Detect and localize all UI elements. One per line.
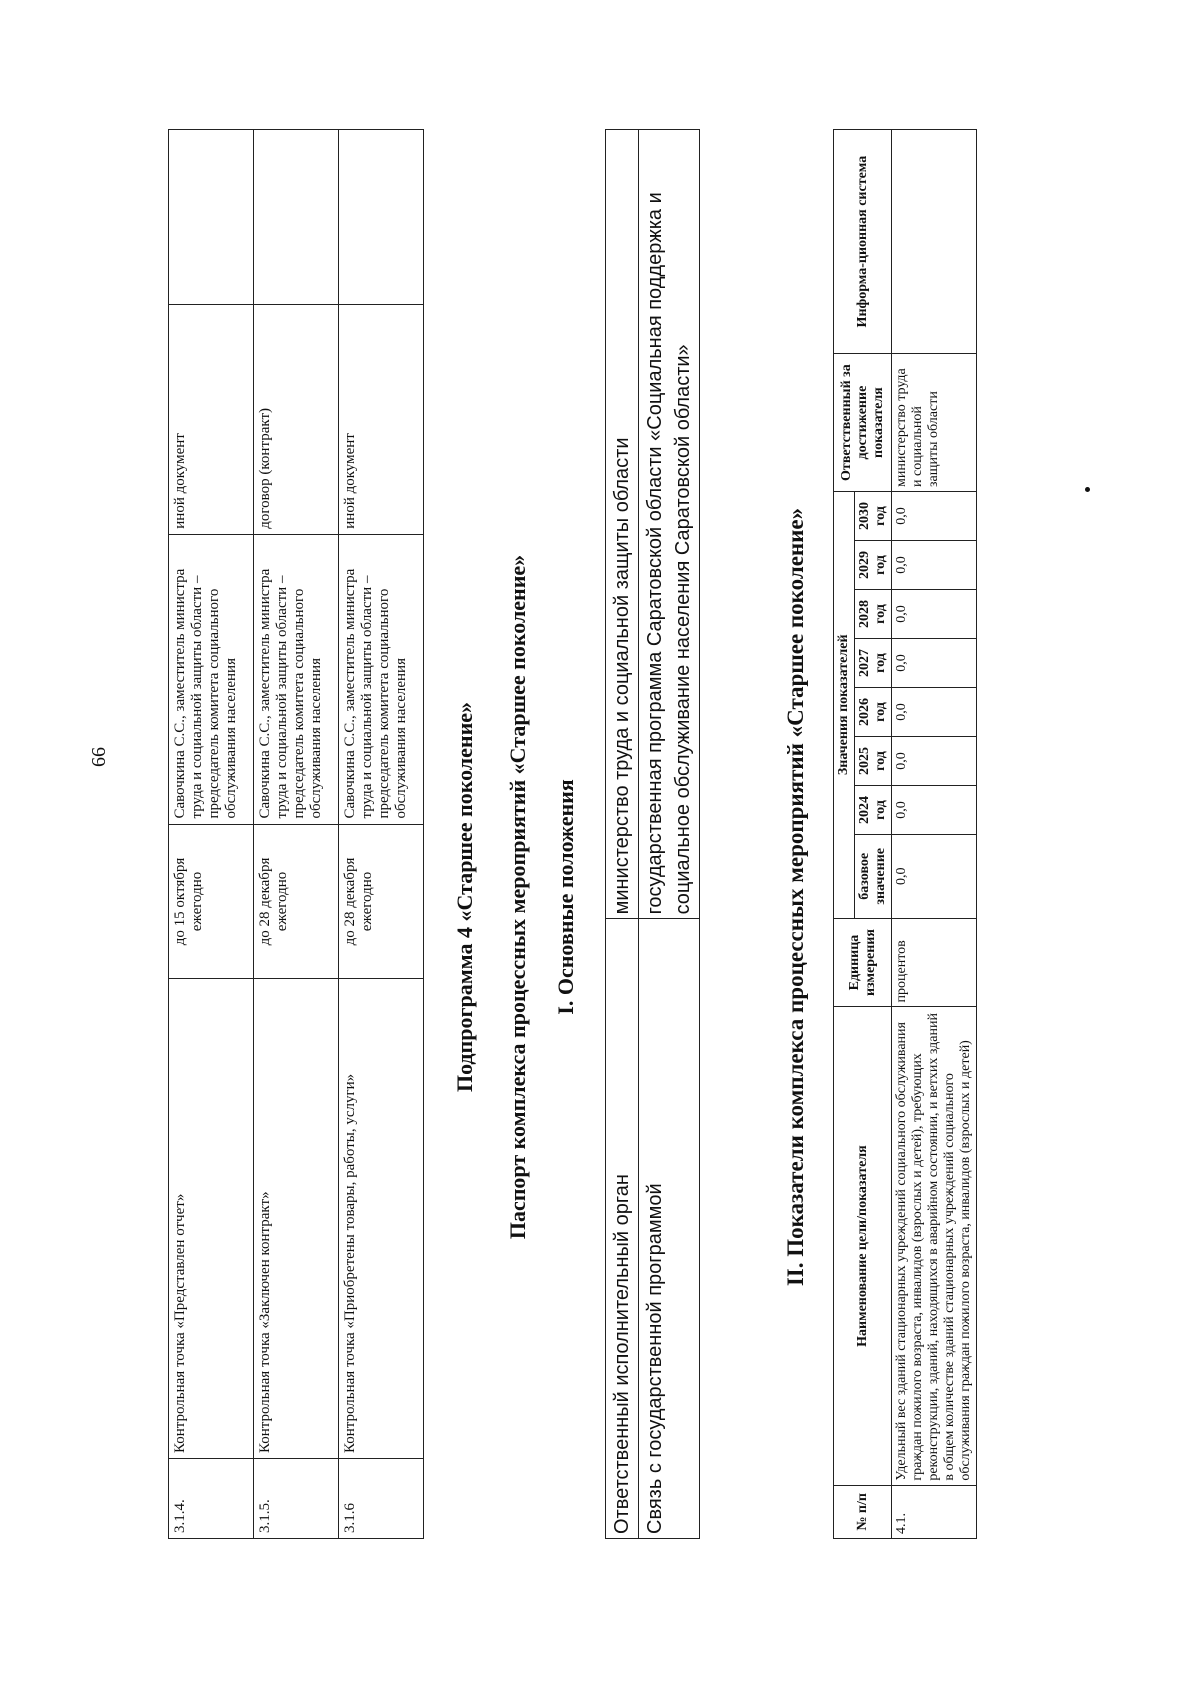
table-row: [606, 130, 639, 1539]
indicator-responsible: министерство труда и социальной защиты области: [892, 354, 977, 492]
table-row: [169, 130, 254, 1539]
col-year: 2030 год: [855, 492, 892, 541]
deadline: до 28 декабря ежегодно: [254, 824, 339, 979]
basics-label: Связь с государственной программой: [639, 919, 700, 1539]
deadline: до 15 октября ежегодно: [169, 824, 254, 979]
col-unit: Единица измерения: [834, 918, 892, 1007]
page-number: 66: [88, 747, 110, 767]
indicator-name: Удельный вес зданий стационарных учреждений социального обслуживания граждан пожилого возраста, инвалидов (взрослых и детей), требующих реконструкции, зданий, находящихся в аварийном состоянии, и ветхих зданий в общем количестве зданий стационарных учреждений социального обслуживания граждан пожилого возраста, инвалидов (взрослых и детей): [892, 1007, 977, 1485]
col-year: 2029 год: [855, 541, 892, 590]
col-name: Наименование цели/показателя: [834, 1007, 892, 1485]
indicator-value: 0,0: [892, 639, 977, 688]
indicators-table: [833, 129, 977, 1539]
col-values-group: Значения показателей: [834, 492, 855, 919]
section1-heading: I. Основные положения: [553, 779, 578, 1015]
indicator-value: 0,0: [892, 541, 977, 590]
extra-cell: [169, 130, 254, 305]
indicator-unit: процентов: [892, 918, 977, 1007]
responsible-person: Савочкина С.С., заместитель министра труда и социальной защиты области – председатель комитета социального обслуживания населения: [169, 534, 254, 824]
document-type: иной документ: [339, 304, 424, 534]
control-points-table: [168, 129, 424, 1539]
control-point-text: Контрольная точка «Заключен контракт»: [254, 979, 339, 1459]
document-type: договор (контракт): [254, 304, 339, 534]
indicator-value: 0,0: [892, 590, 977, 639]
indicator-system: [892, 130, 977, 354]
indicator-value: 0,0: [892, 786, 977, 835]
basics-value: государственная программа Саратовской области «Социальная поддержка и социальное обслуживание населения Саратовской области»: [639, 130, 700, 919]
extra-cell: [254, 130, 339, 305]
col-year: 2027 год: [855, 639, 892, 688]
header-row: [834, 130, 855, 1539]
col-num: № п/п: [834, 1485, 892, 1538]
section2-heading: II. Показатели комплекса процессных мероприятий «Старшее поколение»: [783, 507, 808, 1287]
deadline: до 28 декабря ежегодно: [339, 824, 424, 979]
basics-value: министерство труда и социальной защиты области: [606, 130, 639, 919]
indicator-value: 0,0: [892, 492, 977, 541]
col-base: базовое значение: [855, 835, 892, 919]
subprogram-heading: Подпрограмма 4 «Старшее поколение»: [452, 701, 477, 1093]
indicator-number: 4.1.: [892, 1485, 977, 1538]
responsible-person: Савочкина С.С., заместитель министра труда и социальной защиты области – председатель комитета социального обслуживания населения: [254, 534, 339, 824]
col-system: Информа-ционная система: [834, 130, 892, 354]
col-year: 2028 год: [855, 590, 892, 639]
col-responsible: Ответственный за достижение показателя: [834, 354, 892, 492]
col-year: 2026 год: [855, 688, 892, 737]
indicator-base: 0,0: [892, 835, 977, 919]
scan-speck: [1085, 487, 1090, 492]
col-year: 2024 год: [855, 786, 892, 835]
indicator-value: 0,0: [892, 688, 977, 737]
table-row: [339, 130, 424, 1539]
row-number: 3.1.4.: [169, 1459, 254, 1539]
basics-table: [605, 129, 700, 1539]
row-number: 3.1.5.: [254, 1459, 339, 1539]
basics-label: Ответственный исполнительный орган: [606, 919, 639, 1539]
passport-heading: Паспорт комплекса процессных мероприятий «Старшее поколение»: [505, 554, 530, 1240]
table-row: [892, 130, 977, 1539]
indicator-value: 0,0: [892, 737, 977, 786]
document-type: иной документ: [169, 304, 254, 534]
rotated-content: [0, 97, 1100, 1697]
table-row: [639, 130, 700, 1539]
responsible-person: Савочкина С.С., заместитель министра труда и социальной защиты области – председатель комитета социального обслуживания населения: [339, 534, 424, 824]
col-year: 2025 год: [855, 737, 892, 786]
extra-cell: [339, 130, 424, 305]
row-number: 3.1.6: [339, 1459, 424, 1539]
control-point-text: Контрольная точка «Приобретены товары, работы, услуги»: [339, 979, 424, 1459]
table-row: [254, 130, 339, 1539]
control-point-text: Контрольная точка «Представлен отчет»: [169, 979, 254, 1459]
